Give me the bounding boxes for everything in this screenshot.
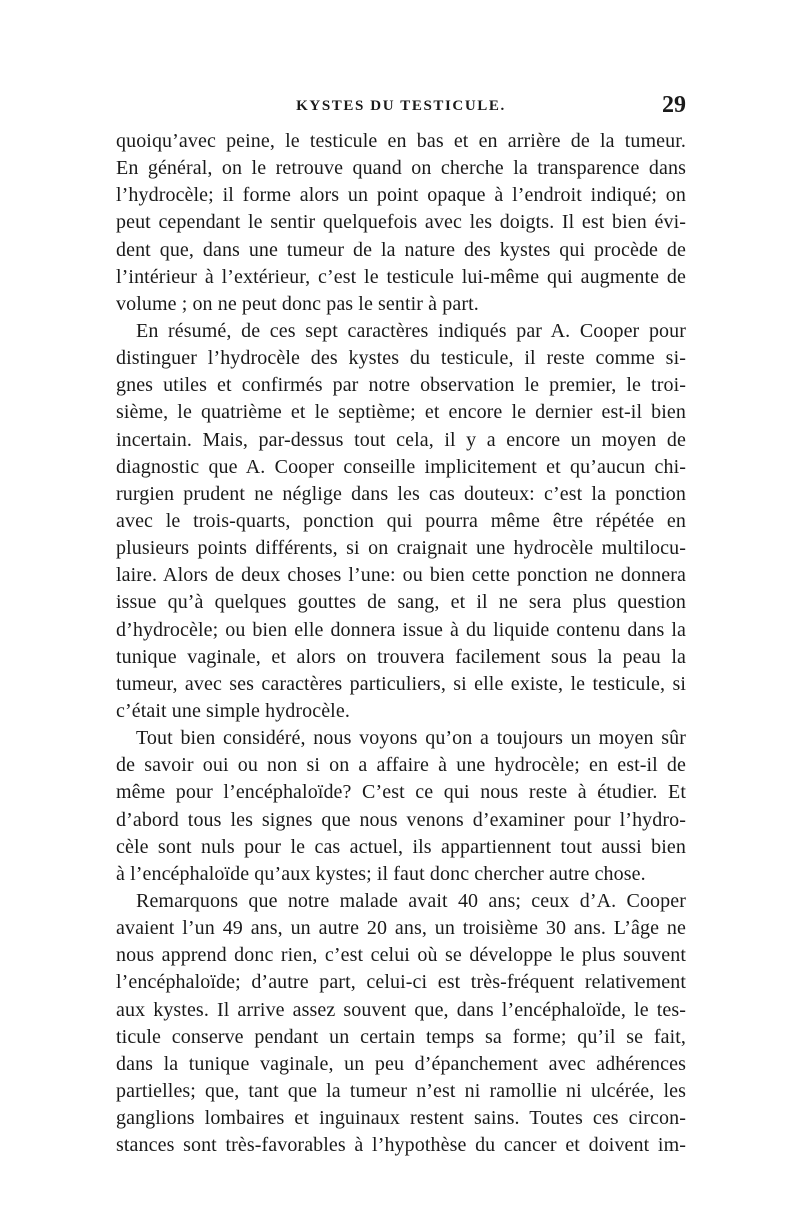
- text-line: dans la tunique vaginale, un peu d’épanchement avec adhérences: [116, 1052, 686, 1075]
- text-line: En général, on le retrouve quand on cherche la transparence dans: [116, 157, 686, 180]
- text-line: l’hydrocèle; il forme alors un point opaque à l’endroit indiqué; on: [116, 184, 686, 207]
- text-line: aux kystes. Il arrive assez souvent que, dans l’encéphaloïde, le tes-: [116, 998, 686, 1021]
- text-line: ganglions lombaires et inguinaux restent sains. Toutes ces circon-: [116, 1107, 686, 1130]
- running-head: [116, 92, 686, 128]
- text-line: dent que, dans une tumeur de la nature des kystes qui procède de: [116, 238, 686, 261]
- text-line: En résumé, de ces sept caractères indiqués par A. Cooper pour: [136, 319, 686, 342]
- text-line: à l’encéphaloïde qu’aux kystes; il faut donc chercher autre chose.: [116, 862, 646, 885]
- text-line: tumeur, avec ses caractères particuliers, si elle existe, le testicule, si: [116, 672, 686, 695]
- text-line: partielles; que, tant que la tumeur n’est ni ramollie ni ulcérée, les: [116, 1079, 686, 1102]
- text-line: peut cependant le sentir quelquefois avec les doigts. Il est bien évi-: [116, 211, 686, 234]
- text-line: l’intérieur à l’extérieur, c’est le testicule lui-même qui augmente de: [116, 265, 686, 288]
- text-line: volume ; on ne peut donc pas le sentir à part.: [116, 292, 479, 315]
- text-line: plusieurs points différents, si on craignait une hydrocèle multilocu-: [116, 537, 686, 560]
- text-line: d’abord tous les signes que nous venons d’examiner pour l’hydro-: [116, 808, 686, 831]
- text-line: l’encéphaloïde; d’autre part, celui-ci est très-fréquent relativement: [116, 971, 686, 994]
- text-line: ticule conserve pendant un certain temps sa forme; qu’il se fait,: [116, 1025, 686, 1048]
- text-line: même pour l’encéphaloïde? C’est ce qui nous reste à étudier. Et: [116, 781, 686, 804]
- text-line: de savoir oui ou non si on a affaire à une hydrocèle; en est-il de: [116, 754, 686, 777]
- text-line: Remarquons que notre malade avait 40 ans; ceux d’A. Cooper: [136, 889, 686, 912]
- text-body: [116, 128, 686, 1159]
- text-line: cèle sont nuls pour le cas actuel, ils appartiennent tout aussi bien: [116, 835, 686, 858]
- text-line: diagnostic que A. Cooper conseille implicitement et qu’aucun chi-: [116, 455, 686, 478]
- text-line: gnes utiles et confirmés par notre observation le premier, le troi-: [116, 374, 686, 397]
- text-line: laire. Alors de deux choses l’une: ou bien cette ponction ne donnera: [116, 564, 686, 587]
- text-line: avec le trois-quarts, ponction qui pourra même être répétée en: [116, 509, 686, 532]
- text-line: issue qu’à quelques gouttes de sang, et il ne sera plus question: [116, 591, 686, 614]
- text-line: distinguer l’hydrocèle des kystes du testicule, il reste comme si-: [116, 347, 686, 370]
- text-line: stances sont très-favorables à l’hypothèse du cancer et doivent im-: [116, 1134, 686, 1157]
- text-line: d’hydrocèle; ou bien elle donnera issue à du liquide contenu dans la: [116, 618, 686, 641]
- text-line: rurgien prudent ne néglige dans les cas douteux: c’est la ponction: [116, 482, 686, 505]
- text-line: avaient l’un 49 ans, un autre 20 ans, un troisième 30 ans. L’âge ne: [116, 917, 686, 940]
- text-line: nous apprend donc rien, c’est celui où se développe le plus souvent: [116, 944, 686, 967]
- book-page: [116, 92, 686, 1159]
- text-line: c’était une simple hydrocèle.: [116, 699, 350, 722]
- text-line: Tout bien considéré, nous voyons qu’on a toujours un moyen sûr: [136, 727, 686, 750]
- text-line: sième, le quatrième et le septième; et encore le dernier est-il bien: [116, 401, 686, 424]
- text-line: tunique vaginale, et alors on trouvera facilement sous la peau la: [116, 645, 686, 668]
- running-title: KYSTES DU TESTICULE.: [296, 98, 506, 114]
- page-number: 29: [662, 92, 686, 118]
- text-line: incertain. Mais, par-dessus tout cela, il y a encore un moyen de: [116, 428, 686, 451]
- text-line: quoiqu’avec peine, le testicule en bas et en arrière de la tumeur.: [116, 130, 686, 152]
